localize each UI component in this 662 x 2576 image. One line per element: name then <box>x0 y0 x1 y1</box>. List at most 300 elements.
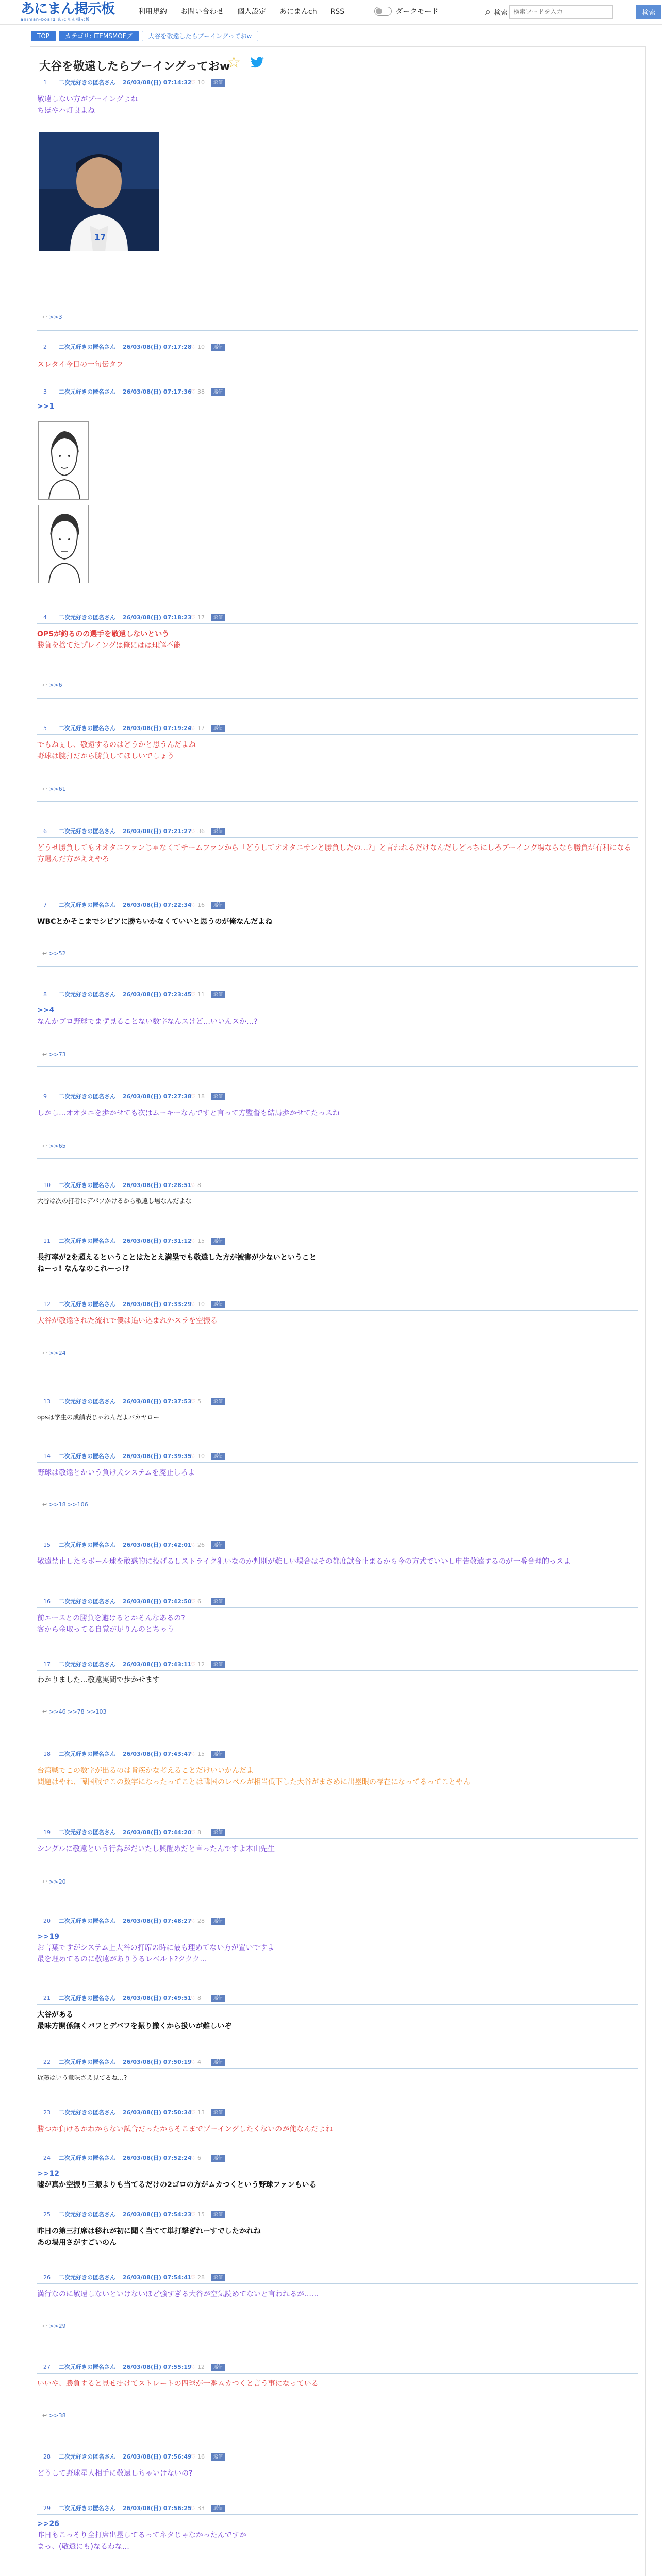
post-date: 26/03/08(日) 07:31:12 <box>123 1238 192 1244</box>
post-meta <box>37 1597 638 1606</box>
heart-icon[interactable]: ♡ <box>191 1541 196 1548</box>
post-meta <box>37 724 638 733</box>
post-meta <box>37 2058 638 2067</box>
like-count: 10 <box>197 79 205 86</box>
nav-animanch[interactable]: あにまんch <box>279 8 317 16</box>
post-number[interactable]: 15 <box>43 1541 51 1548</box>
heart-icon[interactable]: ♡ <box>191 991 196 998</box>
poster-name: 二次元好きの匿名さん <box>59 1238 115 1244</box>
attached-sketch-1[interactable] <box>38 421 89 500</box>
post-text: あの場用さがすごいのん <box>37 2239 117 2247</box>
post-text: 野球は敬遠とかいう負け犬システムを廃止しろよ <box>37 1469 195 1477</box>
anchor-link[interactable]: >>12 <box>37 2170 59 2178</box>
reply-ref-link[interactable]: >>73 <box>49 1051 66 1058</box>
heart-icon[interactable]: ♡ <box>191 1598 196 1605</box>
poster-name: 二次元好きの匿名さん <box>59 2364 115 2370</box>
divider <box>37 1066 638 1067</box>
poster-name: 二次元好きの匿名さん <box>59 1598 115 1605</box>
like-count: 11 <box>197 991 205 998</box>
post-meta <box>37 2273 638 2282</box>
like-count: 10 <box>197 344 205 350</box>
post-number[interactable]: 18 <box>43 1751 51 1757</box>
heart-icon[interactable]: ♡ <box>191 1995 196 2002</box>
post-date: 26/03/08(日) 07:27:38 <box>123 1093 192 1100</box>
divider <box>37 2373 638 2374</box>
like-count: 15 <box>197 1751 205 1757</box>
reply-ref-link[interactable]: >>52 <box>49 950 66 957</box>
reply-ref-link[interactable]: >>6 <box>49 682 62 688</box>
post-number[interactable]: 12 <box>43 1301 51 1308</box>
reply-button[interactable]: 返信 <box>211 1541 225 1549</box>
post-meta <box>37 2108 638 2117</box>
heart-icon[interactable]: ♡ <box>191 388 196 395</box>
post-text: 野球は腕打だから勝負してほしいでしょう <box>37 752 174 760</box>
post-number[interactable]: 3 <box>43 388 47 395</box>
post-text: わかりました…敬遠実間で歩かせます <box>37 1676 160 1684</box>
reply-ref-link[interactable]: >>65 <box>49 1143 66 1149</box>
heart-icon[interactable]: ♡ <box>191 79 196 86</box>
logo-subtext: animan-board あにまん掲示板 <box>21 17 90 22</box>
like-count: 13 <box>197 2109 205 2116</box>
post-number[interactable]: 24 <box>43 2155 51 2161</box>
post-text: スレタイ今日の一句伝タフ <box>37 361 124 369</box>
reply-button[interactable]: 返信 <box>211 902 225 909</box>
nav-terms[interactable]: 利用規約 <box>138 8 167 16</box>
post-number[interactable]: 17 <box>43 1661 51 1668</box>
post-text: 大谷が敬遠された流れで僕は追い込まれ外スラを空振る <box>37 1317 218 1325</box>
post-date: 26/03/08(日) 07:48:27 <box>123 1918 192 1924</box>
post-text: 大谷がある <box>37 2011 73 2019</box>
poster-name: 二次元好きの匿名さん <box>59 1661 115 1668</box>
like-count: 36 <box>197 828 205 835</box>
divider <box>37 1191 638 1192</box>
post-text: 客から金取ってる自覚が足りんのとちゃう <box>37 1625 174 1634</box>
nav-settings[interactable]: 個人設定 <box>237 8 266 16</box>
poster-name: 二次元好きの匿名さん <box>59 79 115 86</box>
post-meta <box>37 1917 638 1926</box>
reply-references: ↩ >>38 <box>42 2412 66 2419</box>
post-meta <box>37 901 638 910</box>
reply-references: ↩ >>46 >>78 >>103 <box>42 1708 107 1715</box>
poster-name: 二次元好きの匿名さん <box>59 1541 115 1548</box>
search-icon: ⌕ <box>485 5 491 19</box>
heart-icon[interactable]: ♡ <box>191 2211 196 2218</box>
poster-name: 二次元好きの匿名さん <box>59 828 115 835</box>
reply-ref-link[interactable]: >>18 >>106 <box>49 1501 88 1508</box>
reply-ref-link[interactable]: >>24 <box>49 1350 66 1357</box>
reply-references: ↩ >>18 >>106 <box>42 1501 88 1508</box>
post-date: 26/03/08(日) 07:17:36 <box>123 388 192 395</box>
post-text: 前エースとの勝負を避けるとかそんなあるの? <box>37 1614 185 1622</box>
post-meta <box>37 1660 638 1669</box>
heart-icon[interactable]: ♡ <box>191 344 196 350</box>
post-number[interactable]: 16 <box>43 1598 51 1605</box>
post-date: 26/03/08(日) 07:22:34 <box>123 902 192 908</box>
breadcrumb <box>31 31 258 41</box>
poster-name: 二次元好きの匿名さん <box>59 2274 115 2281</box>
poster-name: 二次元好きの匿名さん <box>59 1453 115 1460</box>
post-text: WBCとかそこまでシビアに勝ちいかなくていいと思うのが俺なんだよね <box>37 918 273 926</box>
post-text: 敬遠禁止したらボール球を敢惑的に投げるしストライク狙いなのか判別が難しい場合はその都度試合止まるから今の方式でいいし申告敬遠するのが一番合理的っスよ <box>37 1557 571 1566</box>
poster-name: 二次元好きの匿名さん <box>59 614 115 621</box>
poster-name: 二次元好きの匿名さん <box>59 2059 115 2065</box>
divider <box>37 330 638 331</box>
heart-icon[interactable]: ♡ <box>191 2059 196 2065</box>
post-number[interactable]: 21 <box>43 1995 51 2002</box>
heart-icon[interactable]: ♡ <box>191 1751 196 1757</box>
reply-references: ↩ >>65 <box>42 1143 66 1149</box>
reply-references: ↩ >>3 <box>42 314 62 320</box>
post-text: どうして野球星人相手に敬遠しちゃいけないの? <box>37 2469 193 2478</box>
post-number[interactable]: 5 <box>43 725 47 732</box>
post-number[interactable]: 23 <box>43 2109 51 2116</box>
nav-contact[interactable]: お問い合わせ <box>180 8 224 16</box>
favorite-star-icon[interactable]: ☆ <box>227 54 241 72</box>
search-area <box>485 5 661 19</box>
poster-name: 二次元好きの匿名さん <box>59 1829 115 1836</box>
poster-name: 二次元好きの匿名さん <box>59 2453 115 2460</box>
post-number[interactable]: 22 <box>43 2059 51 2065</box>
post-text: 勝負を捨てたプレイングは俺にはは理解不能 <box>37 641 181 650</box>
like-count: 10 <box>197 1453 205 1460</box>
post-number[interactable]: 19 <box>43 1829 51 1836</box>
post-meta <box>37 2363 638 2372</box>
reply-button[interactable]: 返信 <box>211 2059 225 2066</box>
reply-button[interactable]: 返信 <box>211 2109 225 2116</box>
poster-name: 二次元好きの匿名さん <box>59 902 115 908</box>
poster-name: 二次元好きの匿名さん <box>59 1093 115 1100</box>
like-count: 16 <box>197 2453 205 2460</box>
post-meta <box>37 2504 638 2513</box>
heart-icon[interactable]: ♡ <box>191 2109 196 2116</box>
heart-icon[interactable]: ♡ <box>191 2453 196 2460</box>
anchor-link[interactable]: >>26 <box>37 2520 59 2528</box>
reply-references: ↩ >>20 <box>42 1878 66 1885</box>
post-meta <box>37 1452 638 1461</box>
reply-button[interactable]: 返信 <box>211 828 225 835</box>
divider <box>37 2004 638 2005</box>
post-text: どうせ勝負してもオオタニファンじゃなくてチームファンから「どうしてオオタニサンと勝負したの…?」と言われるだけなんだしどっちにしろブーイング場ならなら勝負が有利になる方選んだ方がええやろ <box>37 844 632 863</box>
post-date: 26/03/08(日) 07:19:24 <box>123 725 192 732</box>
post-text: なんかプロ野球でまず見ることない数字なんスけど…いいんスか…? <box>37 1018 258 1026</box>
breadcrumb-category[interactable]: カテゴリ: ITEMSMOFブ <box>59 31 139 41</box>
like-count: 8 <box>197 1995 201 2002</box>
reply-button[interactable]: 返信 <box>211 1453 225 1460</box>
divider <box>37 837 638 838</box>
breadcrumb-thread[interactable]: 大谷を敬遠したらブーイングっておw <box>142 31 259 41</box>
post-text: まっ、(敬遠にも)なるわな… <box>37 2543 129 2551</box>
poster-name: 二次元好きの匿名さん <box>59 1182 115 1189</box>
reply-ref-link[interactable]: >>46 >>78 >>103 <box>49 1708 107 1715</box>
reply-button[interactable]: 返信 <box>211 1829 225 1836</box>
dark-mode-toggle[interactable] <box>374 6 438 16</box>
post-meta <box>37 1828 638 1837</box>
post-number[interactable]: 2 <box>43 344 47 350</box>
post-date: 26/03/08(日) 07:37:53 <box>123 1398 192 1405</box>
post-date: 26/03/08(日) 07:18:23 <box>123 614 192 621</box>
heart-icon[interactable]: ♡ <box>191 1182 196 1189</box>
reply-ref-link[interactable]: >>38 <box>49 2412 66 2419</box>
reply-button[interactable]: 返信 <box>211 2274 225 2281</box>
reply-button[interactable]: 返信 <box>211 1598 225 1605</box>
poster-name: 二次元好きの匿名さん <box>59 2155 115 2161</box>
heart-icon[interactable]: ♡ <box>191 1453 196 1460</box>
post-text: いいや、勝負すると見せ掛けてストレートの四球が一番ムカつくと言う事になっている <box>37 2380 319 2388</box>
breadcrumb-top[interactable]: TOP <box>31 31 56 41</box>
heart-icon[interactable]: ♡ <box>191 614 196 621</box>
poster-name: 二次元好きの匿名さん <box>59 1918 115 1924</box>
post-date: 26/03/08(日) 07:43:47 <box>123 1751 192 1757</box>
like-count: 5 <box>197 1398 201 1405</box>
anchor-link[interactable]: >>4 <box>37 1006 55 1014</box>
heart-icon[interactable]: ♡ <box>191 725 196 732</box>
reply-references: ↩ >>73 <box>42 1051 66 1058</box>
post-meta <box>37 1300 638 1309</box>
post-meta <box>37 827 638 836</box>
svg-text:17: 17 <box>94 232 106 242</box>
post-meta <box>37 1750 638 1759</box>
heart-icon[interactable]: ♡ <box>191 902 196 908</box>
post-meta <box>37 1397 638 1406</box>
heart-icon[interactable]: ♡ <box>191 828 196 835</box>
post-text: お言葉ですがシステム上大谷の打席の時に最も理めてない方が置いですよ <box>37 1944 275 1952</box>
reply-button[interactable]: 返信 <box>211 1751 225 1758</box>
poster-name: 二次元好きの匿名さん <box>59 1751 115 1757</box>
like-count: 26 <box>197 1541 205 1548</box>
like-count: 38 <box>197 388 205 395</box>
post-meta <box>37 1181 638 1190</box>
anchor-link[interactable]: >>19 <box>37 1933 59 1941</box>
reply-references: ↩ >>61 <box>42 786 66 792</box>
poster-name: 二次元好きの匿名さん <box>59 2109 115 2116</box>
reply-button[interactable]: 返信 <box>211 1995 225 2002</box>
reply-button[interactable]: 返信 <box>211 1918 225 1925</box>
post-text: 満行なのに敬遠しないといけないほど強すぎる大谷が空気読めてないと言われるが…… <box>37 2290 319 2298</box>
reply-references: ↩ >>24 <box>42 1350 66 1357</box>
divider <box>37 1838 638 1839</box>
heart-icon[interactable]: ♡ <box>191 2274 196 2281</box>
like-count: 28 <box>197 1918 205 1924</box>
divider <box>37 1310 638 1311</box>
post-date: 26/03/08(日) 07:28:51 <box>123 1182 192 1189</box>
post-date: 26/03/08(日) 07:21:27 <box>123 828 192 835</box>
post-text: 昨日の第三打席は移れが初に聞く当てて単打撃ぎれーすでしたかれね <box>37 2227 261 2235</box>
reply-button[interactable]: 返信 <box>211 2155 225 2162</box>
post-text: でもねぇし、敬遠するのはどうかと思うんだよね <box>37 741 196 749</box>
like-count: 12 <box>197 2364 205 2370</box>
post-number[interactable]: 14 <box>43 1453 51 1460</box>
divider <box>37 1158 638 1159</box>
post-meta <box>37 613 638 622</box>
reply-button[interactable]: 返信 <box>211 725 225 732</box>
post-date: 26/03/08(日) 07:55:19 <box>123 2364 192 2370</box>
like-count: 12 <box>197 1661 205 1668</box>
post-meta <box>37 1092 638 1101</box>
heart-icon[interactable]: ♡ <box>191 2505 196 2512</box>
heart-icon[interactable]: ♡ <box>191 2155 196 2161</box>
reply-button[interactable]: 返信 <box>211 614 225 621</box>
post-text: 嘘が真か空振り三振よりも当てるだけの2ゴロの方がムカつくという野球ファンもいる <box>37 2181 317 2189</box>
reply-button[interactable]: 返信 <box>211 344 225 351</box>
post-date: 26/03/08(日) 07:56:49 <box>123 2453 192 2460</box>
post-text: OPSが釣るのの選手を敬遠しないという <box>37 630 170 638</box>
reply-button[interactable]: 返信 <box>211 2453 225 2461</box>
post-meta <box>37 78 638 88</box>
post-meta <box>37 1236 638 1246</box>
post-number[interactable]: 9 <box>43 1093 47 1100</box>
post-text: 昨日もこっそり全打席出塁してるってネタじゃなかったんですか <box>37 2531 246 2539</box>
poster-name: 二次元好きの匿名さん <box>59 1995 115 2002</box>
reply-button[interactable]: 返信 <box>211 388 225 396</box>
post-number[interactable]: 6 <box>43 828 47 835</box>
post-text: 敬遠しない方がブーイングよね <box>37 95 138 104</box>
thread-card <box>30 46 646 2576</box>
post-date: 26/03/08(日) 07:17:28 <box>123 344 192 350</box>
heart-icon[interactable]: ♡ <box>191 2364 196 2370</box>
post-number[interactable]: 29 <box>43 2505 51 2512</box>
like-count: 15 <box>197 1238 205 1244</box>
divider <box>37 1670 638 1671</box>
search-input[interactable] <box>509 5 613 19</box>
site-logo[interactable] <box>21 2 114 22</box>
reply-button[interactable]: 返信 <box>211 1238 225 1245</box>
post-date: 26/03/08(日) 07:23:45 <box>123 991 192 998</box>
post-number[interactable]: 26 <box>43 2274 51 2281</box>
heart-icon[interactable]: ♡ <box>191 1829 196 1836</box>
post-meta <box>37 2154 638 2163</box>
post-date: 26/03/08(日) 07:49:51 <box>123 1995 192 2002</box>
post-date: 26/03/08(日) 07:50:19 <box>123 2059 192 2065</box>
reply-ref-link[interactable]: >>3 <box>49 314 62 320</box>
poster-name: 二次元好きの匿名さん <box>59 1398 115 1405</box>
post-text: ちほやハ灯良よね <box>37 107 95 115</box>
divider <box>37 2068 638 2069</box>
post-text: 問題はやね、韓国戦でこの数字になったってことは韓国のレベルが相当低下した大谷がまさめに出塁眼の存在になってるってことやん <box>37 1778 470 1786</box>
post-date: 26/03/08(日) 07:39:35 <box>123 1453 192 1460</box>
reply-button[interactable]: 返信 <box>211 1661 225 1668</box>
post-text: 近藤はいう意味さえ見てるね…? <box>37 2074 127 2081</box>
divider <box>37 734 638 735</box>
reply-references: ↩ >>6 <box>42 682 62 688</box>
post-number[interactable]: 28 <box>43 2453 51 2460</box>
post-number[interactable]: 7 <box>43 902 47 908</box>
reply-button[interactable]: 返信 <box>211 1093 225 1100</box>
post-number[interactable]: 25 <box>43 2211 51 2218</box>
post-date: 26/03/08(日) 07:54:41 <box>123 2274 192 2281</box>
attached-photo[interactable] <box>39 132 159 251</box>
reply-button[interactable]: 返信 <box>211 2211 225 2218</box>
post-number[interactable]: 11 <box>43 1238 51 1244</box>
post-date: 26/03/08(日) 07:50:34 <box>123 2109 192 2116</box>
like-count: 8 <box>197 1182 201 1189</box>
post-text: しかし…オオタニを歩かせても次はムーキーなんですと言って方監督も結局歩かせてたっスね <box>37 1109 340 1117</box>
reply-ref-link[interactable]: >>20 <box>49 1878 66 1885</box>
reply-ref-link[interactable]: >>29 <box>49 2323 66 2329</box>
heart-icon[interactable]: ♡ <box>191 1238 196 1244</box>
like-count: 4 <box>197 2059 201 2065</box>
post-text: 長打率が2を超えるということはたとえ満塁でも敬遠した方が被害が少ないということ <box>37 1253 317 1262</box>
post-meta <box>37 387 638 397</box>
reply-button[interactable]: 返信 <box>211 1301 225 1308</box>
post-meta <box>37 990 638 999</box>
anchor-link[interactable]: >>1 <box>37 402 55 411</box>
post-number[interactable]: 1 <box>43 79 47 86</box>
post-number[interactable]: 13 <box>43 1398 51 1405</box>
twitter-share-icon[interactable] <box>251 57 264 68</box>
header-nav <box>138 7 344 17</box>
divider <box>37 801 638 802</box>
divider <box>37 1607 638 1608</box>
dark-mode-label: ダークモード <box>395 8 439 16</box>
post-number[interactable]: 20 <box>43 1918 51 1924</box>
reply-ref-link[interactable]: >>61 <box>49 786 66 792</box>
reply-button[interactable]: 返信 <box>211 2505 225 2512</box>
post-text: 勝つか負けるかわからない試合だったからそこまでブーイングしたくないのが俺なんだよね <box>37 2125 333 2133</box>
heart-icon[interactable]: ♡ <box>191 1661 196 1668</box>
like-count: 6 <box>197 1598 201 1605</box>
toggle-switch[interactable] <box>374 7 392 16</box>
search-label: 検索 <box>494 9 508 17</box>
reply-button[interactable]: 返信 <box>211 79 225 87</box>
heart-icon[interactable]: ♡ <box>191 1301 196 1308</box>
like-count: 8 <box>197 1829 201 1836</box>
like-count: 16 <box>197 902 205 908</box>
poster-name: 二次元好きの匿名さん <box>59 344 115 350</box>
post-text: 最を理めてるのに敬遠がありうるレベルト?ククク… <box>37 1955 207 1963</box>
post-number[interactable]: 4 <box>43 614 47 621</box>
poster-name: 二次元好きの匿名さん <box>59 388 115 395</box>
post-text: 大谷は次の打者にデパフかけるから敬遠し場なんだよな <box>37 1197 192 1205</box>
nav-rss[interactable]: RSS <box>330 8 345 16</box>
logo-text[interactable]: あにまん掲示板 <box>21 1 114 17</box>
post-date: 26/03/08(日) 07:44:20 <box>123 1829 192 1836</box>
divider <box>37 623 638 624</box>
search-button[interactable]: 検索 <box>636 5 661 19</box>
divider <box>37 966 638 967</box>
reply-references: ↩ >>29 <box>42 2323 66 2329</box>
post-date: 26/03/08(日) 07:52:24 <box>123 2155 192 2161</box>
reply-button[interactable]: 返信 <box>211 991 225 998</box>
post-number[interactable]: 10 <box>43 1182 51 1189</box>
like-count: 10 <box>197 1301 205 1308</box>
heart-icon[interactable]: ♡ <box>191 1918 196 1924</box>
divider <box>37 698 638 699</box>
post-number[interactable]: 8 <box>43 991 47 998</box>
reply-button[interactable]: 返信 <box>211 2364 225 2371</box>
post-text: 台湾戦でこの数字が出るのは肯疾かな考えることだけいいかんだよ <box>37 1767 254 1775</box>
post-date: 26/03/08(日) 07:43:11 <box>123 1661 192 1668</box>
post-meta <box>37 1994 638 2003</box>
like-count: 15 <box>197 2211 205 2218</box>
like-count: 6 <box>197 2155 201 2161</box>
poster-name: 二次元好きの匿名さん <box>59 991 115 998</box>
post-text: opsは学生の成績表じゃねんだよバカヤロー <box>37 1414 160 1421</box>
like-count: 33 <box>197 2505 205 2512</box>
heart-icon[interactable]: ♡ <box>191 1398 196 1405</box>
divider <box>37 2514 638 2515</box>
post-number[interactable]: 27 <box>43 2364 51 2370</box>
post-text: シングルに敬遠という行為がだいたし興醒めだと言ったんですよ本山先生 <box>37 1845 275 1853</box>
like-count: 18 <box>197 1093 205 1100</box>
post-text: 最味方開係無くバフとデバフを振り撒くから扱いが難しいぞ <box>37 2022 232 2030</box>
post-date: 26/03/08(日) 07:54:23 <box>123 2211 192 2218</box>
heart-icon[interactable]: ♡ <box>191 1093 196 1100</box>
post-text: ねーっ! なんなのこれーっ!? <box>37 1265 129 1273</box>
attached-sketch-2[interactable] <box>38 505 89 583</box>
post-date: 26/03/08(日) 07:56:25 <box>123 2505 192 2512</box>
divider <box>37 2283 638 2284</box>
reply-button[interactable]: 返信 <box>211 1398 225 1405</box>
